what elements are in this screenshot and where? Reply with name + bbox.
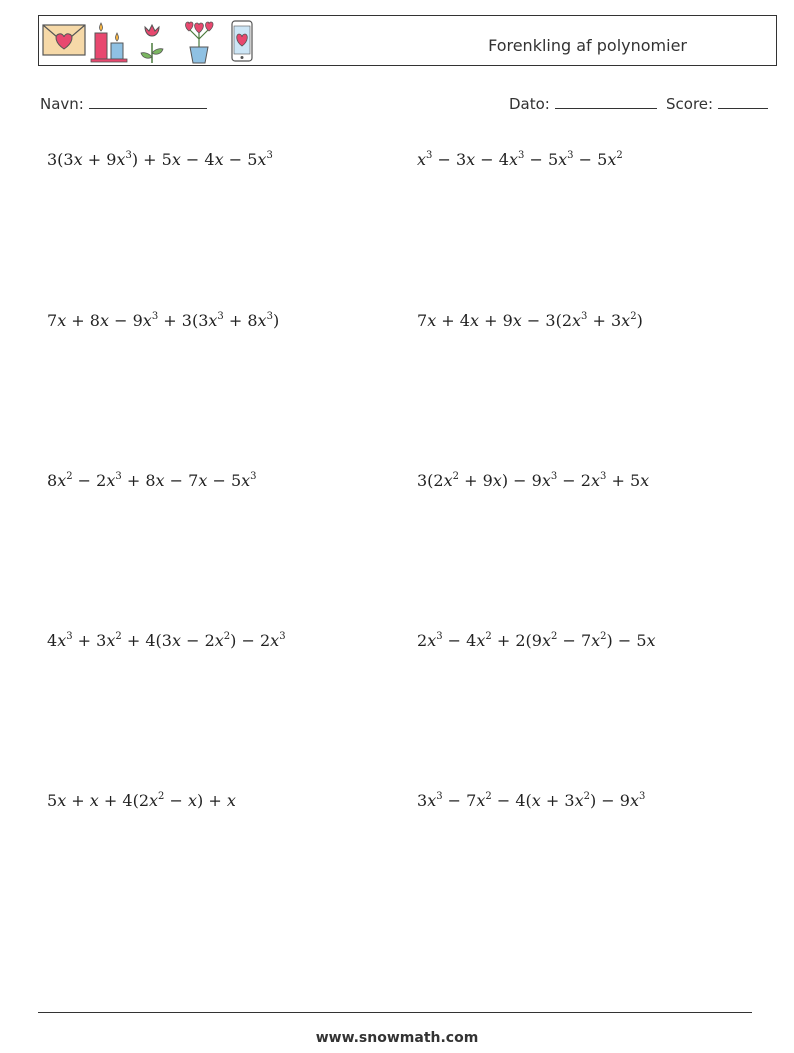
problem-5: $8x^2 - 2x^3 + 8x - 7x - 5x^3$ [47,471,257,490]
name-label: Navn: [40,95,84,113]
score-field [666,94,768,113]
worksheet-title: Forenkling af polynomier [488,36,687,55]
problem-8: $2x^3 - 4x^2 + 2(9x^2 - 7x^2) - 5x$ [417,631,656,650]
date-field [509,94,657,113]
rose-icon [137,19,167,65]
problem-6: $3(2x^2 + 9x) - 9x^3 - 2x^3 + 5x$ [417,471,650,490]
heart-plant-icon [181,19,217,65]
problem-4: $7x + 4x + 9x - 3(2x^3 + 3x^2)$ [417,311,643,330]
name-blank[interactable] [89,94,207,109]
candles-icon [89,19,129,65]
problem-7: $4x^3 + 3x^2 + 4(3x - 2x^2) - 2x^3$ [47,631,286,650]
problem-9: $5x + x + 4(2x^2 - x) + x$ [47,791,236,810]
problem-3: $7x + 8x - 9x^3 + 3(3x^3 + 8x^3)$ [47,311,280,330]
problem-1: $3(3x + 9x^3) + 5x - 4x - 5x^3$ [47,150,273,169]
date-blank[interactable] [555,94,657,109]
footer-website[interactable]: www.snowmath.com [315,1030,479,1046]
love-letter-icon [41,19,87,59]
problem-10: $3x^3 - 7x^2 - 4(x + 3x^2) - 9x^3$ [417,791,646,810]
name-field [40,94,207,113]
problem-2: $x^3 - 3x - 4x^3 - 5x^3 - 5x^2$ [417,150,623,169]
phone-heart-icon [229,19,255,65]
score-blank[interactable] [718,94,768,109]
header-box [38,15,777,66]
score-label: Score: [666,95,714,113]
date-label: Dato: [509,95,550,113]
footer-divider [38,1012,752,1013]
